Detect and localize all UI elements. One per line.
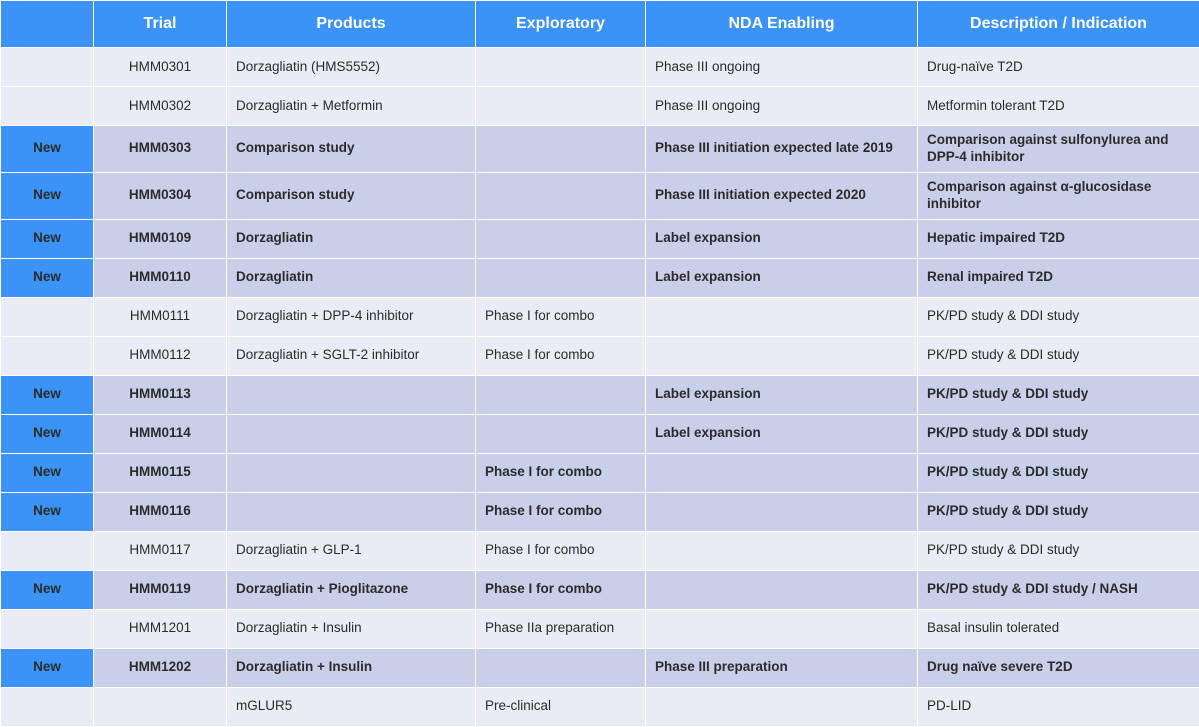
- table-row: [1, 570, 1199, 609]
- trial-id: HMM0114: [94, 414, 227, 453]
- trial-id: HMM0116: [94, 492, 227, 531]
- column-header-products: Products: [227, 1, 476, 48]
- trial-id: HMM1202: [94, 648, 227, 687]
- table-row: [1, 48, 1199, 87]
- nda-enabling-cell: [646, 492, 918, 531]
- products-cell: Comparison study: [227, 126, 476, 173]
- new-badge: New: [1, 258, 94, 297]
- products-cell: Dorzagliatin: [227, 219, 476, 258]
- exploratory-cell: [476, 219, 646, 258]
- description-cell: PK/PD study & DDI study: [918, 453, 1199, 492]
- trial-id: HMM0109: [94, 219, 227, 258]
- products-cell: Dorzagliatin + GLP-1: [227, 531, 476, 570]
- nda-enabling-cell: Phase III ongoing: [646, 48, 918, 87]
- products-cell: Dorzagliatin: [227, 258, 476, 297]
- nda-enabling-cell: [646, 687, 918, 726]
- description-cell: PK/PD study & DDI study / NASH: [918, 570, 1199, 609]
- description-cell: PK/PD study & DDI study: [918, 375, 1199, 414]
- nda-enabling-cell: Phase III initiation expected late 2019: [646, 126, 918, 173]
- products-cell: mGLUR5: [227, 687, 476, 726]
- description-cell: PK/PD study & DDI study: [918, 531, 1199, 570]
- description-cell: Drug naïve severe T2D: [918, 648, 1199, 687]
- new-badge: New: [1, 172, 94, 219]
- new-badge: New: [1, 375, 94, 414]
- products-cell: Dorzagliatin (HMS5552): [227, 48, 476, 87]
- products-cell: Dorzagliatin + DPP-4 inhibitor: [227, 297, 476, 336]
- trial-id: HMM0111: [94, 297, 227, 336]
- nda-enabling-cell: Label expansion: [646, 375, 918, 414]
- trial-id: HMM0115: [94, 453, 227, 492]
- table-row: [1, 126, 1199, 173]
- new-badge: [1, 48, 94, 87]
- new-badge: New: [1, 648, 94, 687]
- table-row: [1, 258, 1199, 297]
- trial-id: HMM0112: [94, 336, 227, 375]
- products-cell: Dorzagliatin + Pioglitazone: [227, 570, 476, 609]
- exploratory-cell: [476, 258, 646, 297]
- table-row: [1, 336, 1199, 375]
- trial-id: HMM0304: [94, 172, 227, 219]
- products-cell: Dorzagliatin + Metformin: [227, 87, 476, 126]
- products-cell: [227, 492, 476, 531]
- exploratory-cell: [476, 87, 646, 126]
- table-row: [1, 87, 1199, 126]
- trial-id: HMM0301: [94, 48, 227, 87]
- table-row: [1, 648, 1199, 687]
- products-cell: [227, 375, 476, 414]
- trial-id: [94, 687, 227, 726]
- column-header-exploratory: Exploratory: [476, 1, 646, 48]
- exploratory-cell: [476, 48, 646, 87]
- new-badge: New: [1, 414, 94, 453]
- exploratory-cell: [476, 172, 646, 219]
- exploratory-cell: Phase I for combo: [476, 531, 646, 570]
- column-header-trial: Trial: [94, 1, 227, 48]
- new-badge: [1, 609, 94, 648]
- exploratory-cell: [476, 648, 646, 687]
- table-row: [1, 687, 1199, 726]
- description-cell: Hepatic impaired T2D: [918, 219, 1199, 258]
- description-cell: PK/PD study & DDI study: [918, 297, 1199, 336]
- new-badge: New: [1, 126, 94, 173]
- products-cell: Comparison study: [227, 172, 476, 219]
- new-badge: [1, 297, 94, 336]
- table-row: [1, 414, 1199, 453]
- new-badge: [1, 687, 94, 726]
- nda-enabling-cell: Phase III initiation expected 2020: [646, 172, 918, 219]
- products-cell: Dorzagliatin + SGLT-2 inhibitor: [227, 336, 476, 375]
- trial-id: HMM0119: [94, 570, 227, 609]
- description-cell: Renal impaired T2D: [918, 258, 1199, 297]
- nda-enabling-cell: Label expansion: [646, 219, 918, 258]
- description-cell: Comparison against sulfonylurea and DPP-4 inhibitor: [918, 126, 1199, 173]
- table-header: [1, 1, 1199, 48]
- products-cell: [227, 453, 476, 492]
- exploratory-cell: Pre-clinical: [476, 687, 646, 726]
- table-row: [1, 453, 1199, 492]
- description-cell: PD-LID: [918, 687, 1199, 726]
- description-cell: PK/PD study & DDI study: [918, 414, 1199, 453]
- new-badge: [1, 87, 94, 126]
- table-body: [1, 48, 1199, 727]
- trial-id: HMM0302: [94, 87, 227, 126]
- table-row: [1, 219, 1199, 258]
- exploratory-cell: Phase I for combo: [476, 297, 646, 336]
- trial-id: HMM1201: [94, 609, 227, 648]
- new-badge: [1, 336, 94, 375]
- new-badge: New: [1, 219, 94, 258]
- new-badge: New: [1, 570, 94, 609]
- exploratory-cell: [476, 414, 646, 453]
- exploratory-cell: Phase I for combo: [476, 336, 646, 375]
- nda-enabling-cell: [646, 531, 918, 570]
- column-header-new-flag: [1, 1, 94, 48]
- nda-enabling-cell: [646, 336, 918, 375]
- exploratory-cell: Phase I for combo: [476, 492, 646, 531]
- table-row: [1, 531, 1199, 570]
- table-row: [1, 172, 1199, 219]
- new-badge: New: [1, 492, 94, 531]
- exploratory-cell: Phase I for combo: [476, 453, 646, 492]
- table-row: [1, 297, 1199, 336]
- description-cell: Drug-naïve T2D: [918, 48, 1199, 87]
- nda-enabling-cell: Label expansion: [646, 258, 918, 297]
- products-cell: Dorzagliatin + Insulin: [227, 648, 476, 687]
- trial-id: HMM0303: [94, 126, 227, 173]
- table-row: [1, 609, 1199, 648]
- description-cell: Basal insulin tolerated: [918, 609, 1199, 648]
- description-cell: PK/PD study & DDI study: [918, 336, 1199, 375]
- nda-enabling-cell: [646, 453, 918, 492]
- exploratory-cell: [476, 126, 646, 173]
- nda-enabling-cell: Label expansion: [646, 414, 918, 453]
- products-cell: Dorzagliatin + Insulin: [227, 609, 476, 648]
- column-header-nda-enabling: NDA Enabling: [646, 1, 918, 48]
- nda-enabling-cell: Phase III preparation: [646, 648, 918, 687]
- description-cell: PK/PD study & DDI study: [918, 492, 1199, 531]
- description-cell: Metformin tolerant T2D: [918, 87, 1199, 126]
- trial-id: HMM0117: [94, 531, 227, 570]
- nda-enabling-cell: Phase III ongoing: [646, 87, 918, 126]
- new-badge: New: [1, 453, 94, 492]
- products-cell: [227, 414, 476, 453]
- exploratory-cell: Phase I for combo: [476, 570, 646, 609]
- description-cell: Comparison against α-glucosidase inhibitor: [918, 172, 1199, 219]
- table-header-row: [1, 1, 1199, 48]
- table-row: [1, 375, 1199, 414]
- new-badge: [1, 531, 94, 570]
- nda-enabling-cell: [646, 297, 918, 336]
- nda-enabling-cell: [646, 609, 918, 648]
- exploratory-cell: Phase IIa preparation: [476, 609, 646, 648]
- table-row: [1, 492, 1199, 531]
- column-header-description-indication: Description / Indication: [918, 1, 1199, 48]
- nda-enabling-cell: [646, 570, 918, 609]
- exploratory-cell: [476, 375, 646, 414]
- trial-id: HMM0113: [94, 375, 227, 414]
- trial-id: HMM0110: [94, 258, 227, 297]
